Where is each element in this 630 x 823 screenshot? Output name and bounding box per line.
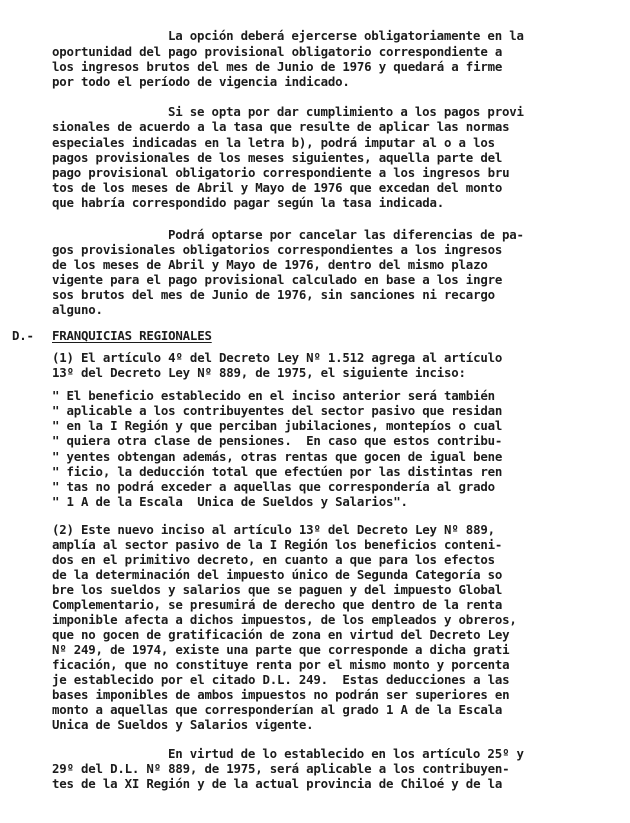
quote-line: " quiera otra clase de pensiones. En caso que estos contribu- — [52, 433, 503, 448]
quote-line: " yentes obtengan además, otras rentas que gocen de igual bene — [52, 449, 503, 464]
text-line: tos de los meses de Abril y Mayo de 1976 que excedan del monto — [52, 180, 503, 195]
quote-line: " aplicable a los contribuyentes del sector pasivo que residan — [52, 403, 503, 418]
text-line: gos provisionales obligatorios correspondientes a los ingresos — [52, 242, 503, 257]
text-line: oportunidad del pago provisional obligatorio correspondiente a — [52, 44, 503, 59]
text-line: dos en el primitivo decreto, en cuanto a que para los efectos — [52, 552, 495, 567]
text-line: que habría correspondido pagar según la tasa indicada. — [52, 195, 445, 210]
text-line: bases imponibles de ambos impuestos no podrán ser superiores en — [52, 687, 510, 702]
text-line: bre los sueldos y salarios que se paguen y del impuesto Global — [52, 582, 503, 597]
text-line: (1) El artículo 4º del Decreto Ley Nº 1.512 agrega al artículo — [52, 350, 503, 365]
text-line: los ingresos brutos del mes de Junio de 1976 y quedará a firme — [52, 59, 503, 74]
text-line: pagos provisionales de los meses siguientes, aquella parte del — [52, 150, 503, 165]
text-line: sionales de acuerdo a la tasa que resulte de aplicar las normas — [52, 119, 510, 134]
text-line: 13º del Decreto Ley Nº 889, de 1975, el siguiente inciso: — [52, 365, 466, 380]
section-marker: D.- — [12, 328, 34, 343]
text-line: Complementario, se presumirá de derecho que dentro de la renta — [52, 597, 503, 612]
text-line: Si se opta por dar cumplimiento a los pagos provi — [168, 104, 524, 119]
text-line: tes de la XI Región y de la actual provincia de Chiloé y de la — [52, 776, 503, 791]
quote-line: " en la I Región y que perciban jubilaciones, montepíos o cual — [52, 418, 503, 433]
text-line: amplía al sector pasivo de la I Región los beneficios conteni- — [52, 537, 503, 552]
quote-line: " El beneficio establecido en el inciso anterior será también — [52, 388, 495, 403]
text-line: ficación, que no constituye renta por el mismo monto y porcenta — [52, 657, 510, 672]
text-line: pago provisional obligatorio correspondiente a los ingresos bru — [52, 165, 510, 180]
text-line: La opción deberá ejercerse obligatoriamente en la — [168, 28, 524, 43]
text-line: je establecido por el citado D.L. 249. Estas deducciones a las — [52, 672, 510, 687]
text-line: imponible afecta a dichos impuestos, de los empleados y obreros, — [52, 612, 517, 627]
quote-line: " ficio, la deducción total que efectúen por las distintas ren — [52, 464, 503, 479]
text-line: Podrá optarse por cancelar las diferencias de pa- — [168, 227, 524, 242]
text-line: vigente para el pago provisional calculado en base a los ingre — [52, 272, 503, 287]
text-line: especiales indicadas en la letra b), podrá imputar al o a los — [52, 135, 495, 150]
text-line: que no gocen de gratificación de zona en virtud del Decreto Ley — [52, 627, 510, 642]
text-line: alguno. — [52, 302, 103, 317]
section-heading: FRANQUICIAS REGIONALES — [52, 328, 212, 343]
text-line: por todo el período de vigencia indicado. — [52, 74, 350, 89]
text-line: En virtud de lo establecido en los artículo 25º y — [168, 746, 524, 761]
text-line: Unica de Sueldos y Salarios vigente. — [52, 717, 314, 732]
text-line: de los meses de Abril y Mayo de 1976, dentro del mismo plazo — [52, 257, 488, 272]
text-line: Nº 249, de 1974, existe una parte que corresponde a dicha grati — [52, 642, 510, 657]
text-line: 29º del D.L. Nº 889, de 1975, será aplicable a los contribuyen- — [52, 761, 510, 776]
text-line: sos brutos del mes de Junio de 1976, sin sanciones ni recargo — [52, 287, 495, 302]
quote-line: " 1 A de la Escala Unica de Sueldos y Salarios". — [52, 494, 408, 509]
text-line: monto a aquellas que corresponderían al grado 1 A de la Escala — [52, 702, 503, 717]
text-line: de la determinación del impuesto único de Segunda Categoría so — [52, 567, 503, 582]
quote-line: " tas no podrá exceder a aquellas que correspondería al grado — [52, 479, 495, 494]
text-line: (2) Este nuevo inciso al artículo 13º del Decreto Ley Nº 889, — [52, 522, 495, 537]
